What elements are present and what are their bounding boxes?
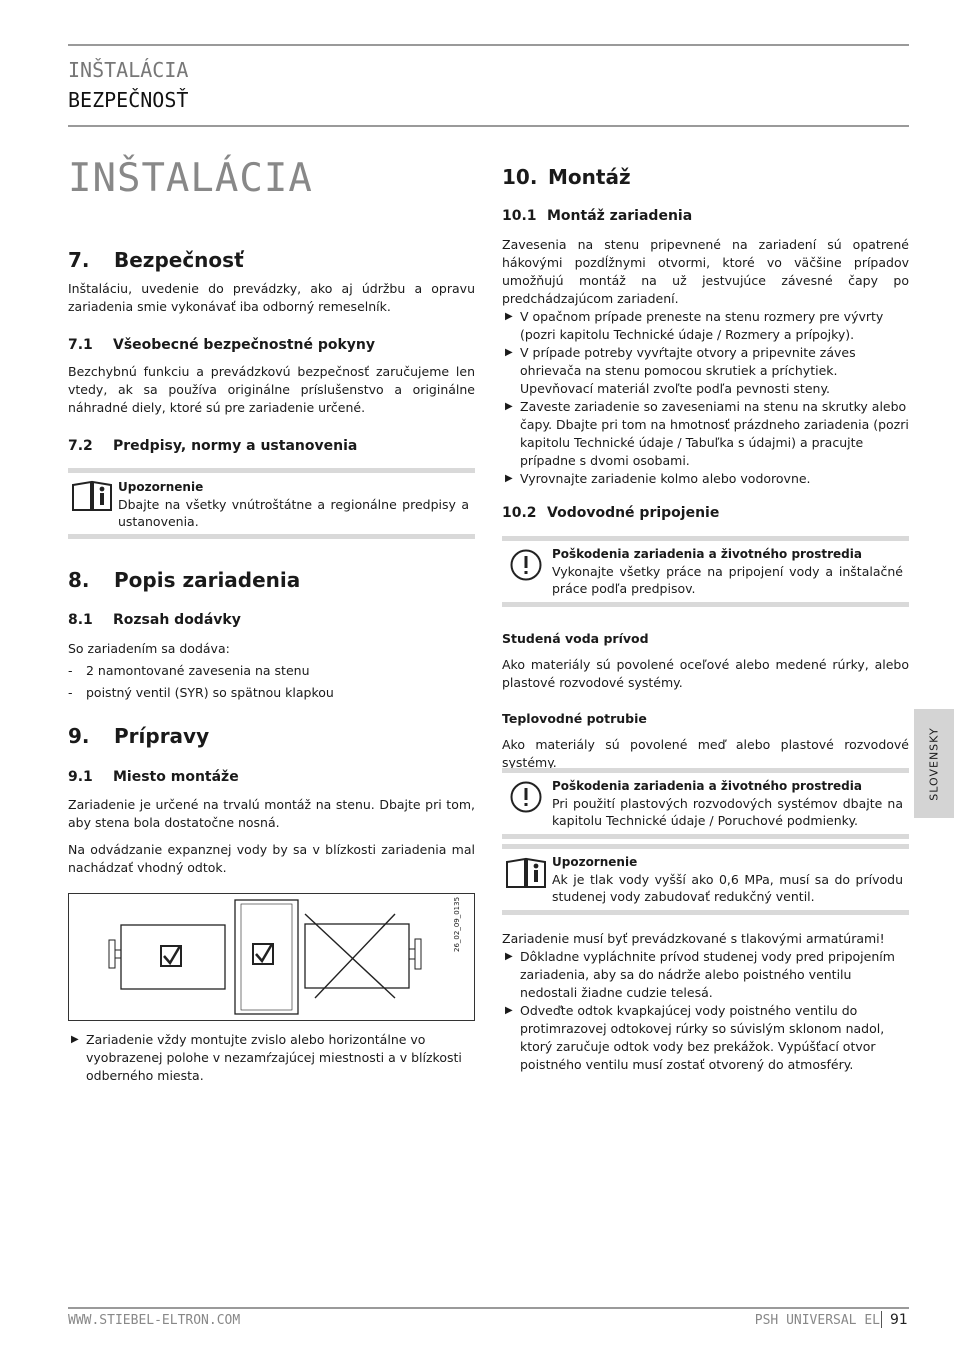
warning-box-2 xyxy=(502,768,909,839)
warning-icon xyxy=(504,781,548,813)
list-item: ▶ Vyrovnajte zariadenie kolmo alebo vodorovne. xyxy=(505,471,811,486)
section-7-2-heading: 7.2 Predpisy, normy a ustanovenia xyxy=(68,438,358,454)
section-10-2-bullets: Zariadenie musí byť prevádzkované s tlakovými armatúrami! ▶ Dôkladne vypláchnite prívod studenej vody pred pripojením zariadenia, aby sa do nádrže alebo poistného ventilu nedostali žiadne cudzie telesá. ▶ Odveďte odtok kvapkajúcej vody poistného ventilu do protimrazovej odtokovej rúrky so súvislým sklonom nadol, ktorý zaručuje odtok vody bez prekážok. Vypúšťací otvor poistného ventilu musí zostať otvorený do atmosféry. xyxy=(502,930,909,1074)
info-book-icon xyxy=(70,480,114,512)
section-9-1-heading: 9.1 Miesto montáže xyxy=(68,769,239,785)
footer-url: WWW.STIEBEL-ELTRON.COM xyxy=(68,1313,241,1328)
note-text: Dbajte na všetky vnútroštátne a regionálne predpisy a ustanovenia. xyxy=(118,497,469,529)
section-10-1-text: Zavesenia na stenu pripevnené na zariadení sú opatrené hákovými pozdĺžnymi otvormi, ktoré vo väčšine prípadov umožňujú montáž na už jestvujúce závesné čapy po predchádzajúcom zariadení. ▶ V opačnom prípade preneste na stenu rozmery pre vývrty (pozri kapitolu Technické údaje / Rozmery a prípojky). ▶ V prípade potreby vyvŕtajte otvory a pripevnite záves ohrievača na stenu pomocou skrutiek a príchytiek. Upevňovací materiál zvoľte podľa pevnosti steny. ▶ Zaveste zariadenie so zaveseniami na stenu na skrutky alebo čapy. Dbajte pri tom na hmotnosť prázdneho zariadenia (pozri kapitolu Technické údaje / Tabuľka s údajmi) a pracujte prípadne s dvomi osobami. ▶ Vyrovnajte zariadenie kolmo alebo vodorovne. xyxy=(502,237,909,486)
hot-water-block: Teplovodné potrubie Ako materiály sú povolené meď alebo plastové rozvodové systémy. xyxy=(502,711,909,770)
cold-water-block: Studená voda prívod Ako materiály sú povolené oceľové alebo medené rúrky, alebo plastové rozvodové systémy. xyxy=(502,631,909,690)
top-rule xyxy=(68,44,909,46)
note-box-7-2 xyxy=(68,468,475,539)
section-7-intro: Inštaláciu, uvedenie do prevádzky, ako aj údržbu a opravu zariadenia smie vykonávať iba odborný remeselník. xyxy=(68,281,475,314)
list-item: - poistný ventil (SYR) so spätnou klapkou xyxy=(68,685,334,700)
warning-icon xyxy=(504,549,548,581)
warning-text: Pri použití plastových rozvodových systémov dbajte na kapitolu Technické údaje / Poruchové podmienky. xyxy=(552,796,903,828)
section-10-2-heading: 10.2 Vodovodné pripojenie xyxy=(502,505,720,521)
section-10-1-heading: 10.1 Montáž zariadenia xyxy=(502,208,693,224)
language-side-tab: SLOVENSKY xyxy=(914,709,954,818)
note-text: Ak je tlak vody vyšší ako 0,6 MPa, musí sa do prívodu studenej vody zabudovať redukčný ventil. xyxy=(552,872,903,904)
footer-divider xyxy=(881,1311,882,1328)
section-7-1-text: Bezchybnú funkciu a prevádzkovú bezpečnosť zaručujeme len vtedy, ak sa používa originálne príslušenstvo a originálne náhradné diely, ktoré sú pre zariadenie určené. xyxy=(68,364,475,415)
section-9-1-bullet: ▶ Zariadenie vždy montujte zvislo alebo horizontálne vo vyobrazenej polohe v nezamŕzajúcej miestnosti a v blízkosti odberného miesta. xyxy=(71,1032,462,1083)
page-title: INŠTALÁCIA xyxy=(68,156,313,201)
list-item: ▶ Zaveste zariadenie so zaveseniami na stenu na skrutky alebo čapy. Dbajte pri tom na hmotnosť prázdneho zariadenia (pozri kapitolu Technické údaje / Tabuľka s údajmi) a pracujte prípadne s dvomi osobami. xyxy=(505,399,909,468)
warning-text: Vykonajte všetky práce na pripojení vody a inštalačné práce podľa predpisov. xyxy=(552,564,903,596)
header-section: INŠTALÁCIA xyxy=(68,58,189,82)
note-title: Upozornenie xyxy=(552,855,638,869)
mounting-diagram xyxy=(69,894,474,1020)
section-8-1-heading: 8.1 Rozsah dodávky xyxy=(68,612,241,628)
warning-title: Poškodenia zariadenia a životného prostredia xyxy=(552,547,862,561)
section-8-heading: 8. Popis zariadenia xyxy=(68,568,301,592)
figure-id: 26_02_09_0135 xyxy=(453,896,461,952)
section-9-heading: 9. Prípravy xyxy=(68,724,210,748)
page-number: 91 xyxy=(890,1312,908,1328)
header-rule xyxy=(68,125,909,127)
note-box-10-2 xyxy=(502,844,909,915)
note-title: Upozornenie xyxy=(118,480,204,494)
section-7-1-heading: 7.1 Všeobecné bezpečnostné pokyny xyxy=(68,337,376,353)
info-book-icon xyxy=(504,857,548,889)
footer-rule xyxy=(68,1307,909,1309)
list-item: ▶ V opačnom prípade preneste na stenu rozmery pre vývrty (pozri kapitolu Technické údaje / Rozmery a prípojky). xyxy=(505,309,884,342)
warning-title: Poškodenia zariadenia a životného prostredia xyxy=(552,779,862,793)
list-item: - 2 namontované zavesenia na stenu xyxy=(68,663,310,678)
list-item: ▶ Odveďte odtok kvapkajúcej vody poistného ventilu do protimrazovej odtokovej rúrky so súvislým sklonom nadol, ktorý zaručuje odtok vody bez prekážok. Vypúšťací otvor poistného ventilu musí zostať otvorený do atmosféry. xyxy=(505,1003,885,1072)
list-item: ▶ Dôkladne vypláchnite prívod studenej vody pred pripojením zariadenia, aby sa do nádrže alebo poistného ventilu nedostali žiadne cudzie telesá. xyxy=(505,949,895,1000)
footer-product: PSH UNIVERSAL EL xyxy=(754,1313,880,1328)
header-subsection: BEZPEČNOSŤ xyxy=(68,88,189,112)
mounting-figure xyxy=(68,893,475,1021)
section-8-1-list: So zariadením sa dodáva: - 2 namontované zavesenia na stenu - poistný ventil (SYR) so spätnou klapkou xyxy=(68,640,475,702)
section-7-heading: 7. Bezpečnosť xyxy=(68,248,244,272)
section-9-1-text: Zariadenie je určené na trvalú montáž na stenu. Dbajte pri tom, aby stena bola dostatočne nosná. Na odvádzanie expanznej vody by sa v blízkosti zariadenia mal nachádzať vhodný odtok. xyxy=(68,797,475,875)
warning-box-1 xyxy=(502,536,909,607)
section-10-heading: 10. Montáž xyxy=(502,165,631,189)
list-item: ▶ V prípade potreby vyvŕtajte otvory a pripevnite záves ohrievača na stenu pomocou skrutiek a príchytiek. Upevňovací materiál zvoľte podľa pevnosti steny. xyxy=(505,345,856,396)
